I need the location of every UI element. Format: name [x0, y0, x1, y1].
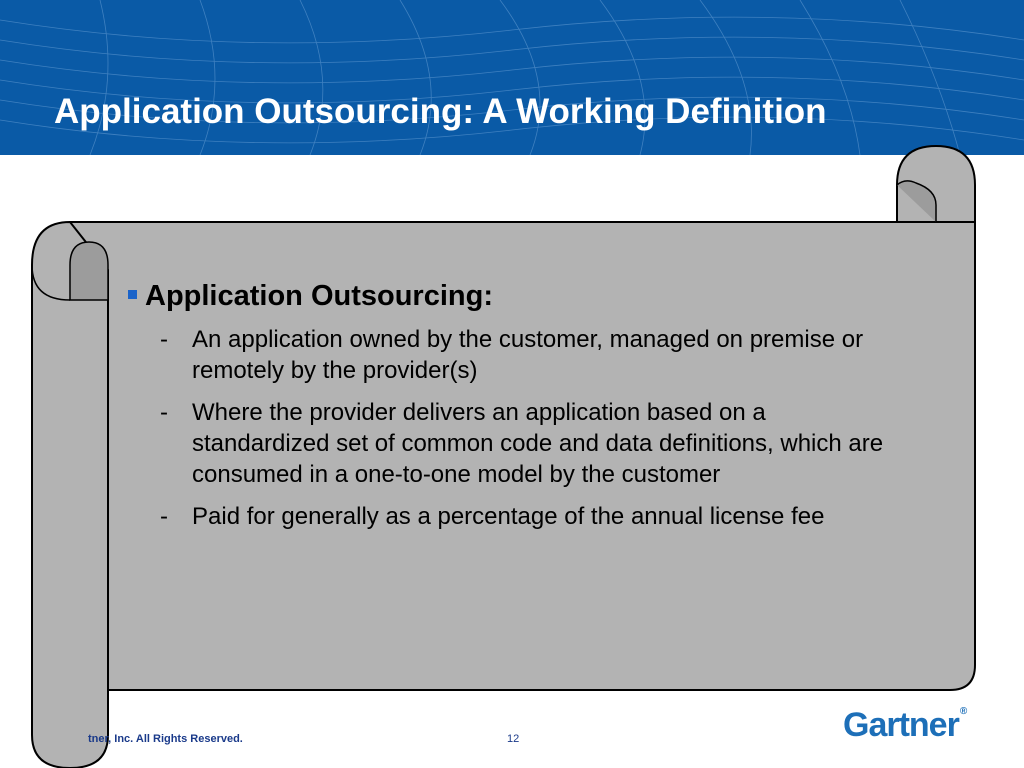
registered-mark: ® [959, 706, 967, 717]
subpoint-text: An application owned by the customer, managed on premise or remotely by the provider(s) [192, 326, 864, 384]
logo-text: Gartner [843, 706, 959, 744]
subpoint-text: Paid for generally as a percentage of the annual license fee [192, 503, 825, 530]
square-bullet-icon [128, 290, 137, 299]
subpoint [128, 501, 898, 532]
dash-marker: - [160, 399, 168, 426]
gartner-logo [843, 706, 966, 745]
dash-marker: - [160, 326, 168, 353]
subpoint [128, 324, 898, 386]
bullet-heading [128, 278, 898, 314]
bullet-heading-text: Application Outsourcing: [145, 280, 493, 312]
dash-marker: - [160, 503, 168, 530]
copyright-text: tner, Inc. All Rights Reserved. [88, 733, 243, 745]
subpoint-text: Where the provider delivers an application based on a standardized set of common code and data definitions, which are consumed in a one-to-one model by the customer [192, 399, 884, 488]
page-number: 12 [507, 733, 520, 745]
slide-body [128, 278, 898, 543]
subpoint [128, 397, 898, 490]
slide-title: Application Outsourcing: A Working Definition [54, 92, 827, 131]
